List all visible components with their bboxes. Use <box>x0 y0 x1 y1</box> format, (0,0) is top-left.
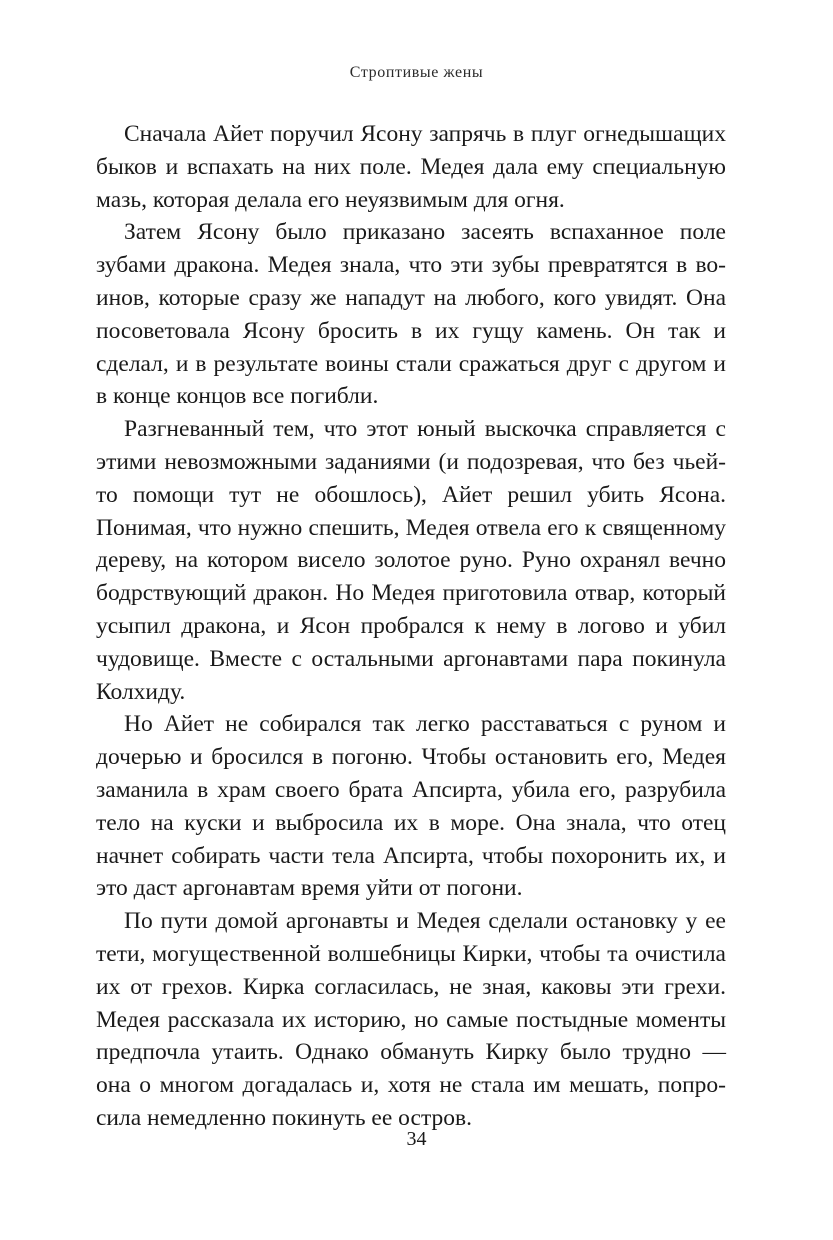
body-text <box>96 118 726 1135</box>
paragraph: Разгневанный тем, что этот юный выскочка справляется с этими невозможными заданиями (и подозревая, что без чьей-то помощи тут не обошлось), Айет решил убить Ясона. Понимая, что нужно спешить, Медея отвела его к священному дереву, на котором висело золотое руно. Руно охранял вечно бодрствующий дракон. Но Медея приготовила отвар, который усыпил дракона, и Ясон пробрался к нему в логово и убил чудовище. Вместе с остальными аргонавтами пара покинула Колхиду. <box>96 416 726 705</box>
paragraph: Сначала Айет поручил Ясону запрячь в плуг огнедышащих быков и вспахать на них поле. Медея дала ему специальную мазь, которая делала его неуязвимым для огня. <box>96 121 726 213</box>
paragraph: Затем Ясону было приказано засеять вспаханное поле зубами дракона. Медея знала, что эти зубы превратятся в воинов, которые сразу же нападут на любого, кого увидят. Она посоветовала Ясону бросить в их гущу камень. Он так и сделал, и в результате воины стали сражаться друг с другом и в конце концов все погибли. <box>96 219 726 410</box>
paragraph: По пути домой аргонавты и Медея сделали остановку у ее тети, могущественной волшебницы Кирки, чтобы та очистила их от грехов. Кирка согласилась, не зная, каковы эти грехи. Медея рассказала их историю, но самые постыдные моменты предпочла утаить. Однако обмануть Кирку было трудно — она о многом догадалась и, хотя не стала им мешать, попросила немедленно покинуть ее остров. <box>96 908 726 1131</box>
running-header: Строптивые жены <box>349 64 484 81</box>
page-number: 34 <box>406 1128 427 1150</box>
paragraph: Но Айет не собирался так легко расставаться с руном и дочерью и бросился в погоню. Чтобы остановить его, Медея заманила в храм своего брата Апсирта, убила его, разрубила тело на куски и выбросила их в море. Она знала, что отец начнет собирать части тела Апсирта, чтобы похоронить их, и это даст аргонавтам время уйти от погони. <box>96 711 726 902</box>
